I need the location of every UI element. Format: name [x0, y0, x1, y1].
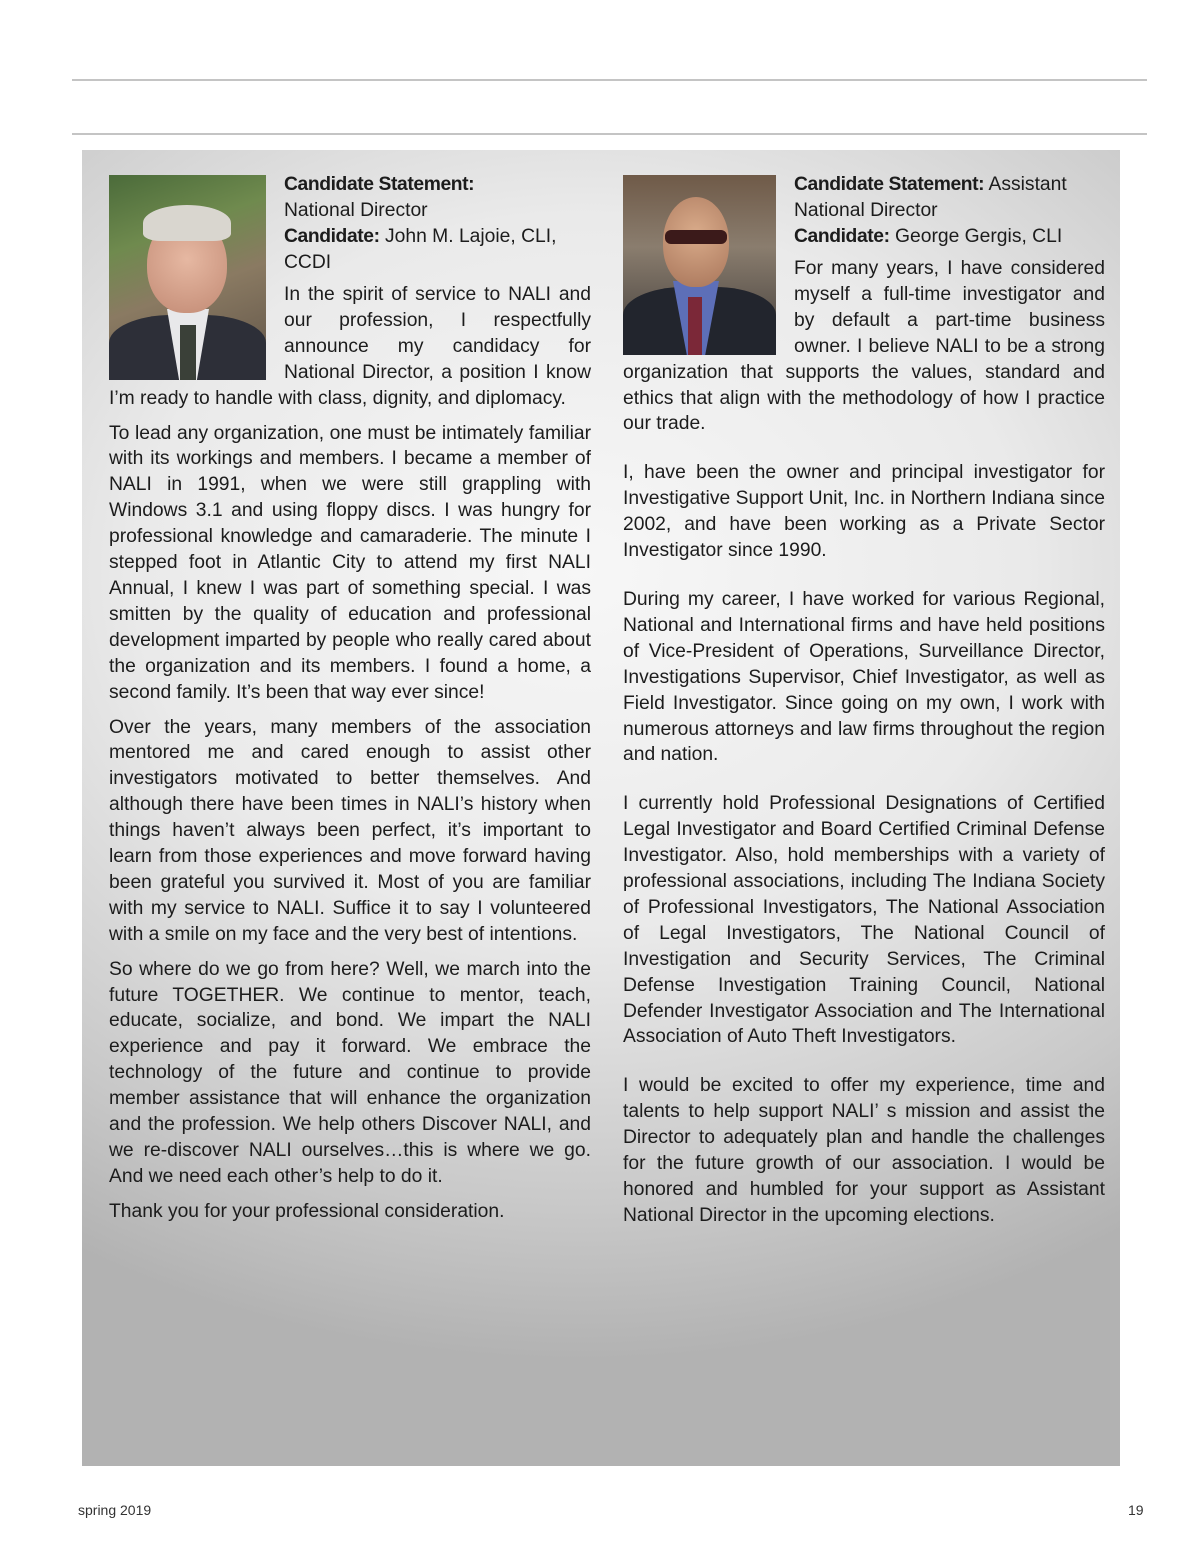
candidate-name: John M. Lajoie, CLI, CCDI — [284, 226, 557, 273]
statement-label: Candidate Statement: — [794, 174, 985, 195]
right-paragraph-5: I would be excited to offer my experience, time and talents to help support NALI’ s mission and assist the Director to adequately plan and handle the challenges for the future growth of our association. I would be honored and humbled for your support as Assistant National Director in the upcoming elections. — [623, 1075, 1105, 1226]
left-paragraph-4: So where do we go from here? Well, we march into the future TOGETHER. We continue to mentor, teach, educate, socialize, and bond. We impart the NALI experience and pay it forward. We embrace the technology of the future and continue to provide member assistance that will enhance the organization and the profession. We help others Discover NALI, and we re-discover NALI ourselves…this is where we go. And we need each other’s help to do it. — [109, 958, 591, 1187]
statement-label: Candidate Statement: — [284, 174, 475, 195]
right-paragraph-4: I currently hold Professional Designations of Certified Legal Investigator and Board Certified Criminal Defense Investigator. Also, hold memberships with a variety of professional associations, including The Indiana Society of Professional Investigators, The National Association of Legal Investigators, The National Council of Investigation and Security Services, The Criminal Defense Investigation Training Council, National Defender Investigator Association and The International Association of Auto Theft Investigators. — [623, 793, 1105, 1048]
statement-position: Assistant National Director — [794, 174, 1067, 221]
candidate-photo-gergis — [623, 175, 776, 355]
candidate-photo-lajoie — [109, 175, 266, 380]
left-paragraph-3: Over the years, many members of the association mentored me and cared enough to assist other investigators motivated to better themselves. And although there have been times in NALI’s history when things haven’t always been perfect, it’s important to learn from those experiences and move forward having been grateful you survived it. Most of you are familiar with my service to NALI. Suffice it to say I volunteered with a smile on my face and the very best of intentions. — [109, 716, 591, 945]
right-paragraph-3: During my career, I have worked for various Regional, National and International firms and have held positions of Vice-President of Operations, Surveillance Director, Investigations Supervisor, Chief Investigator, as well as Field Investigator. Since going on my own, I work with numerous attorneys and law firms throughout the region and nation. — [623, 588, 1105, 766]
statement-position: National Director — [284, 200, 428, 221]
candidate-label: Candidate: — [284, 226, 380, 247]
right-paragraph-2: I, have been the owner and principal investigator for Investigative Support Unit, Inc. in Northern Indiana since 2002, and have been working as a Private Sector Investigator since 1990. — [623, 462, 1105, 562]
footer-page-number: 19 — [1128, 1502, 1144, 1518]
left-candidate-column — [109, 172, 591, 1234]
candidate-name: George Gergis, CLI — [895, 226, 1063, 247]
left-paragraph-1: In the spirit of service to NALI and our profession, I respectfully announce my candidacy for National Director, a position I know I’m ready to handle with class, dignity, and diplomacy. — [109, 284, 591, 409]
left-paragraph-2: To lead any organization, one must be intimately familiar with its workings and members. I became a member of NALI in 1991, when we were still grappling with Windows 3.1 and using floppy discs. I was hungry for professional knowledge and camaraderie. The minute I stepped foot in Atlantic City to attend my first NALI Annual, I knew I was part of something special. I was smitten by the quality of education and professional development imparted by people who really cared about the organization and its members. I found a home, a second family. It’s been that way ever since! — [109, 422, 591, 703]
top-rule — [72, 79, 1147, 81]
candidate-label: Candidate: — [794, 226, 890, 247]
left-paragraph-5: Thank you for your professional consideration. — [109, 1200, 505, 1222]
second-rule — [72, 133, 1147, 135]
right-paragraph-1: For many years, I have considered myself a full-time investigator and by default a part-time business owner. I believe NALI to be a strong organization that supports the values, standard and ethics that align with the methodology of how I practice our trade. — [623, 258, 1105, 435]
footer-issue: spring 2019 — [78, 1502, 152, 1518]
right-candidate-column — [623, 172, 1105, 1252]
